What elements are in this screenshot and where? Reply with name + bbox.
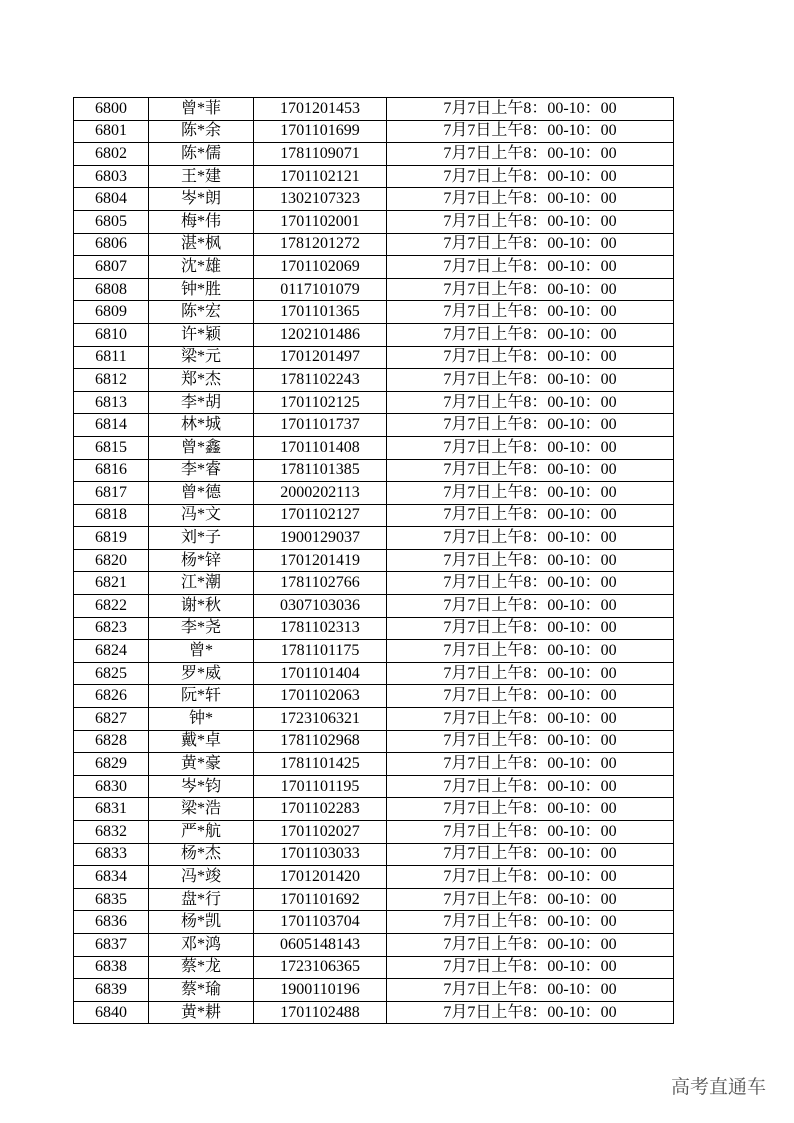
exam-id-cell: 0117101079 [254,278,387,301]
exam-time-cell: 7月7日上午8：00-10：00 [387,549,674,572]
exam-time-cell: 7月7日上午8：00-10：00 [387,866,674,889]
exam-time-cell: 7月7日上午8：00-10：00 [387,798,674,821]
exam-id-cell: 1701103033 [254,843,387,866]
exam-time-cell: 7月7日上午8：00-10：00 [387,572,674,595]
roster-body [74,98,674,1024]
student-name-cell: 邓*鸿 [149,933,254,956]
exam-id-cell: 1701102001 [254,210,387,233]
student-name-cell: 李*胡 [149,391,254,414]
table-row [74,414,674,437]
exam-id-cell: 1781101425 [254,753,387,776]
exam-time-cell: 7月7日上午8：00-10：00 [387,821,674,844]
table-row [74,278,674,301]
table-row [74,143,674,166]
exam-time-cell: 7月7日上午8：00-10：00 [387,436,674,459]
student-name-cell: 梁*浩 [149,798,254,821]
exam-id-cell: 1701102127 [254,504,387,527]
seq-number-cell: 6822 [74,595,149,618]
exam-id-cell: 1701101737 [254,414,387,437]
exam-time-cell: 7月7日上午8：00-10：00 [387,165,674,188]
table-row [74,549,674,572]
table-row [74,572,674,595]
table-row [74,459,674,482]
seq-number-cell: 6802 [74,143,149,166]
student-name-cell: 许*颖 [149,323,254,346]
seq-number-cell: 6815 [74,436,149,459]
student-name-cell: 岑*朗 [149,188,254,211]
student-name-cell: 沈*雄 [149,256,254,279]
student-name-cell: 曾*德 [149,482,254,505]
student-name-cell: 冯*竣 [149,866,254,889]
exam-id-cell: 1781102968 [254,730,387,753]
seq-number-cell: 6810 [74,323,149,346]
table-row [74,911,674,934]
table-row [74,888,674,911]
exam-time-cell: 7月7日上午8：00-10：00 [387,662,674,685]
exam-time-cell: 7月7日上午8：00-10：00 [387,323,674,346]
exam-id-cell: 1701101195 [254,775,387,798]
student-name-cell: 罗*威 [149,662,254,685]
exam-id-cell: 1900110196 [254,979,387,1002]
student-name-cell: 冯*文 [149,504,254,527]
exam-time-cell: 7月7日上午8：00-10：00 [387,933,674,956]
student-name-cell: 戴*卓 [149,730,254,753]
table-row [74,685,674,708]
student-name-cell: 黄*耕 [149,1001,254,1024]
table-row [74,979,674,1002]
exam-id-cell: 1701201419 [254,549,387,572]
student-name-cell: 梅*伟 [149,210,254,233]
student-name-cell: 杨*凯 [149,911,254,934]
seq-number-cell: 6828 [74,730,149,753]
student-name-cell: 郑*杰 [149,369,254,392]
student-name-cell: 陈*宏 [149,301,254,324]
student-name-cell: 钟*胜 [149,278,254,301]
seq-number-cell: 6800 [74,98,149,121]
seq-number-cell: 6820 [74,549,149,572]
exam-time-cell: 7月7日上午8：00-10：00 [387,595,674,618]
table-row [74,369,674,392]
student-name-cell: 杨*杰 [149,843,254,866]
seq-number-cell: 6818 [74,504,149,527]
table-row [74,165,674,188]
exam-time-cell: 7月7日上午8：00-10：00 [387,911,674,934]
student-name-cell: 陈*儒 [149,143,254,166]
seq-number-cell: 6809 [74,301,149,324]
exam-id-cell: 1781102243 [254,369,387,392]
exam-time-cell: 7月7日上午8：00-10：00 [387,414,674,437]
exam-id-cell: 1701102027 [254,821,387,844]
seq-number-cell: 6803 [74,165,149,188]
seq-number-cell: 6839 [74,979,149,1002]
table-row [74,188,674,211]
student-name-cell: 梁*元 [149,346,254,369]
exam-time-cell: 7月7日上午8：00-10：00 [387,640,674,663]
table-row [74,753,674,776]
seq-number-cell: 6812 [74,369,149,392]
exam-time-cell: 7月7日上午8：00-10：00 [387,143,674,166]
exam-id-cell: 1701201453 [254,98,387,121]
table-row [74,866,674,889]
seq-number-cell: 6806 [74,233,149,256]
student-name-cell: 陈*余 [149,120,254,143]
table-row [74,436,674,459]
exam-id-cell: 1701101692 [254,888,387,911]
table-row [74,775,674,798]
exam-id-cell: 1701102063 [254,685,387,708]
seq-number-cell: 6805 [74,210,149,233]
seq-number-cell: 6807 [74,256,149,279]
table-row [74,595,674,618]
exam-time-cell: 7月7日上午8：00-10：00 [387,1001,674,1024]
student-name-cell: 阮*轩 [149,685,254,708]
exam-id-cell: 1781101385 [254,459,387,482]
exam-id-cell: 0605148143 [254,933,387,956]
table-row [74,617,674,640]
table-row [74,346,674,369]
exam-time-cell: 7月7日上午8：00-10：00 [387,685,674,708]
seq-number-cell: 6824 [74,640,149,663]
table-row [74,323,674,346]
seq-number-cell: 6831 [74,798,149,821]
student-name-cell: 盘*行 [149,888,254,911]
exam-id-cell: 1701101699 [254,120,387,143]
exam-time-cell: 7月7日上午8：00-10：00 [387,843,674,866]
exam-time-cell: 7月7日上午8：00-10：00 [387,278,674,301]
exam-id-cell: 1701102125 [254,391,387,414]
student-name-cell: 李*睿 [149,459,254,482]
student-name-cell: 严*航 [149,821,254,844]
seq-number-cell: 6835 [74,888,149,911]
student-name-cell: 岑*钧 [149,775,254,798]
exam-id-cell: 0307103036 [254,595,387,618]
exam-time-cell: 7月7日上午8：00-10：00 [387,775,674,798]
student-name-cell: 曾*菲 [149,98,254,121]
exam-id-cell: 1781109071 [254,143,387,166]
exam-id-cell: 1781102313 [254,617,387,640]
table-row [74,98,674,121]
seq-number-cell: 6817 [74,482,149,505]
exam-id-cell: 1701102121 [254,165,387,188]
student-name-cell: 蔡*瑜 [149,979,254,1002]
exam-id-cell: 2000202113 [254,482,387,505]
student-name-cell: 黄*豪 [149,753,254,776]
exam-time-cell: 7月7日上午8：00-10：00 [387,730,674,753]
exam-time-cell: 7月7日上午8：00-10：00 [387,504,674,527]
exam-id-cell: 1723106321 [254,708,387,731]
exam-time-cell: 7月7日上午8：00-10：00 [387,956,674,979]
seq-number-cell: 6833 [74,843,149,866]
exam-id-cell: 1701101365 [254,301,387,324]
seq-number-cell: 6830 [74,775,149,798]
table-row [74,640,674,663]
exam-time-cell: 7月7日上午8：00-10：00 [387,98,674,121]
exam-time-cell: 7月7日上午8：00-10：00 [387,210,674,233]
seq-number-cell: 6808 [74,278,149,301]
exam-time-cell: 7月7日上午8：00-10：00 [387,617,674,640]
exam-time-cell: 7月7日上午8：00-10：00 [387,482,674,505]
student-name-cell: 林*城 [149,414,254,437]
table-row [74,210,674,233]
seq-number-cell: 6821 [74,572,149,595]
seq-number-cell: 6836 [74,911,149,934]
table-row [74,933,674,956]
student-name-cell: 杨*锌 [149,549,254,572]
table-row [74,120,674,143]
exam-time-cell: 7月7日上午8：00-10：00 [387,346,674,369]
exam-id-cell: 1701102069 [254,256,387,279]
exam-time-cell: 7月7日上午8：00-10：00 [387,527,674,550]
table-row [74,504,674,527]
student-name-cell: 谢*秋 [149,595,254,618]
table-row [74,391,674,414]
exam-time-cell: 7月7日上午8：00-10：00 [387,120,674,143]
seq-number-cell: 6832 [74,821,149,844]
table-row [74,662,674,685]
seq-number-cell: 6840 [74,1001,149,1024]
exam-id-cell: 1302107323 [254,188,387,211]
table-row [74,527,674,550]
seq-number-cell: 6827 [74,708,149,731]
exam-time-cell: 7月7日上午8：00-10：00 [387,256,674,279]
exam-time-cell: 7月7日上午8：00-10：00 [387,459,674,482]
exam-time-cell: 7月7日上午8：00-10：00 [387,188,674,211]
student-name-cell: 湛*枫 [149,233,254,256]
student-name-cell: 刘*子 [149,527,254,550]
student-name-cell: 钟* [149,708,254,731]
seq-number-cell: 6837 [74,933,149,956]
exam-roster-table [73,97,674,1024]
exam-time-cell: 7月7日上午8：00-10：00 [387,301,674,324]
exam-time-cell: 7月7日上午8：00-10：00 [387,708,674,731]
seq-number-cell: 6813 [74,391,149,414]
watermark-text: 高考直通车 [670,1076,766,1098]
exam-id-cell: 1723106365 [254,956,387,979]
seq-number-cell: 6829 [74,753,149,776]
exam-time-cell: 7月7日上午8：00-10：00 [387,979,674,1002]
student-name-cell: 李*尧 [149,617,254,640]
exam-id-cell: 1701101408 [254,436,387,459]
student-name-cell: 曾*鑫 [149,436,254,459]
table-row [74,1001,674,1024]
seq-number-cell: 6826 [74,685,149,708]
table-row [74,708,674,731]
exam-time-cell: 7月7日上午8：00-10：00 [387,233,674,256]
student-name-cell: 曾* [149,640,254,663]
table-row [74,301,674,324]
exam-id-cell: 1701101404 [254,662,387,685]
exam-id-cell: 1781101175 [254,640,387,663]
seq-number-cell: 6804 [74,188,149,211]
seq-number-cell: 6834 [74,866,149,889]
exam-time-cell: 7月7日上午8：00-10：00 [387,753,674,776]
exam-time-cell: 7月7日上午8：00-10：00 [387,369,674,392]
exam-id-cell: 1781102766 [254,572,387,595]
exam-id-cell: 1781201272 [254,233,387,256]
table-row [74,956,674,979]
seq-number-cell: 6825 [74,662,149,685]
exam-time-cell: 7月7日上午8：00-10：00 [387,391,674,414]
exam-id-cell: 1701201420 [254,866,387,889]
table-row [74,256,674,279]
exam-id-cell: 1701102488 [254,1001,387,1024]
seq-number-cell: 6838 [74,956,149,979]
table-row [74,843,674,866]
exam-time-cell: 7月7日上午8：00-10：00 [387,888,674,911]
seq-number-cell: 6819 [74,527,149,550]
exam-id-cell: 1701102283 [254,798,387,821]
exam-id-cell: 1701103704 [254,911,387,934]
table-row [74,798,674,821]
seq-number-cell: 6823 [74,617,149,640]
seq-number-cell: 6816 [74,459,149,482]
table-row [74,482,674,505]
table-row [74,233,674,256]
student-name-cell: 江*潮 [149,572,254,595]
student-name-cell: 王*建 [149,165,254,188]
exam-id-cell: 1900129037 [254,527,387,550]
student-name-cell: 蔡*龙 [149,956,254,979]
seq-number-cell: 6811 [74,346,149,369]
table-row [74,730,674,753]
table-row [74,821,674,844]
exam-id-cell: 1202101486 [254,323,387,346]
exam-id-cell: 1701201497 [254,346,387,369]
seq-number-cell: 6801 [74,120,149,143]
seq-number-cell: 6814 [74,414,149,437]
